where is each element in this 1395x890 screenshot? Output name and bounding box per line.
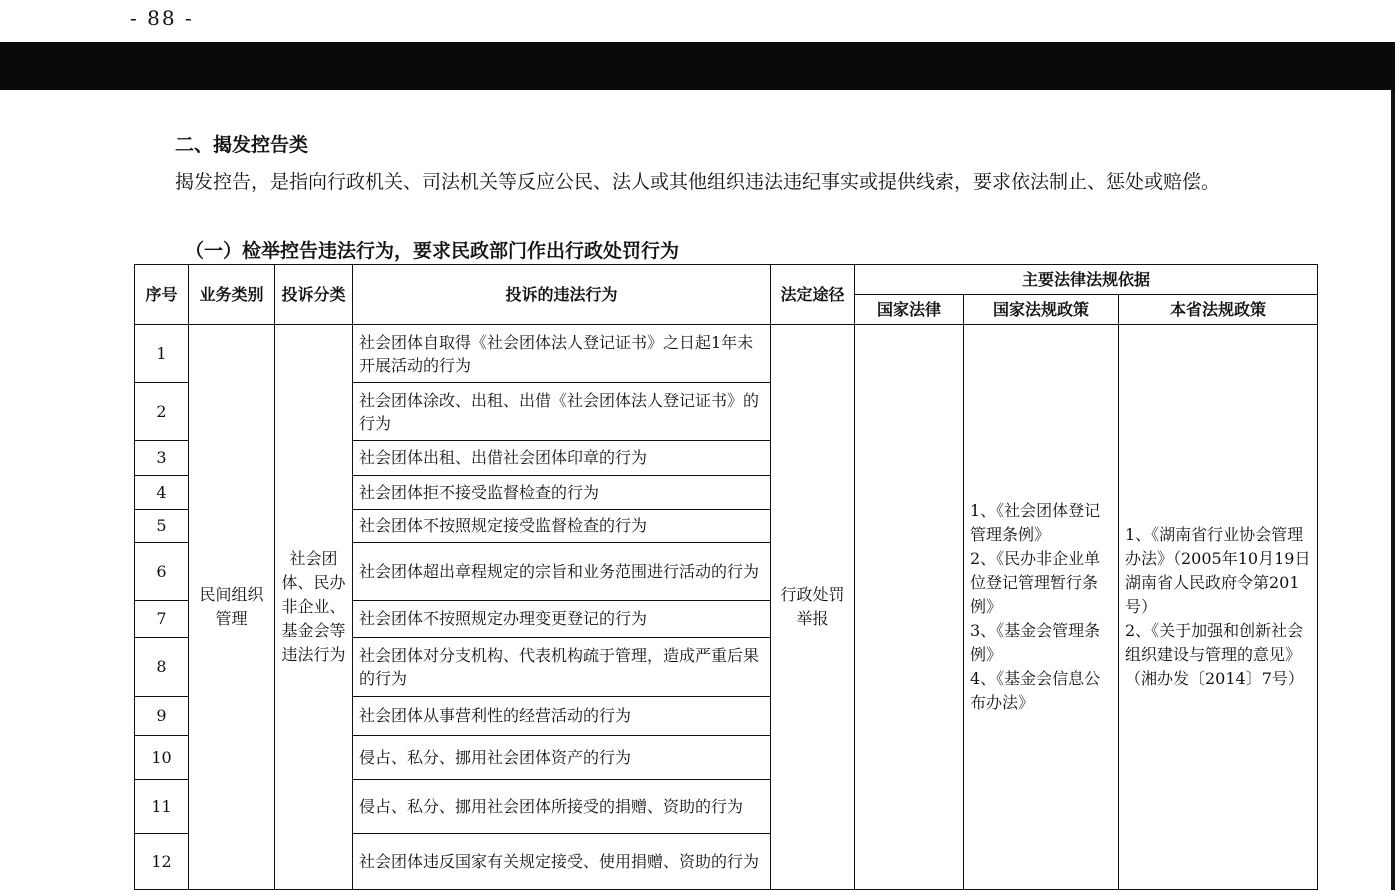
violation-act: 侵占、私分、挪用社会团体资产的行为 [353, 736, 771, 780]
header-route: 法定途径 [771, 265, 855, 325]
row-number: 10 [135, 736, 189, 780]
national-regulations-cell [964, 325, 1119, 890]
violation-act: 社会团体从事营利性的经营活动的行为 [353, 696, 771, 735]
complaint-category-cell: 社会团体、民办非企业、基金会等违法行为 [275, 325, 353, 890]
provincial-regulations-cell [1119, 325, 1318, 890]
route-cell: 行政处罚举报 [771, 325, 855, 890]
violation-act: 社会团体自取得《社会团体法人登记证书》之日起1年未开展活动的行为 [353, 325, 771, 383]
violation-act: 社会团体涂改、出租、出借《社会团体法人登记证书》的行为 [353, 383, 771, 441]
row-number: 2 [135, 383, 189, 441]
regulation-table [134, 264, 1318, 890]
subsection-title: （一）检举控告违法行为，要求民政部门作出行政处罚行为 [185, 240, 680, 262]
scan-right-edge [1391, 90, 1395, 890]
page-number: - 88 - [130, 6, 194, 30]
header-business: 业务类别 [189, 265, 275, 325]
national-regulation-item: 1、《社会团体登记管理条例》 [970, 501, 1101, 544]
violation-act: 社会团体不按照规定接受监督检查的行为 [353, 509, 771, 542]
row-number: 12 [135, 833, 189, 889]
intro-paragraph: 揭发控告，是指向行政机关、司法机关等反应公民、法人或其他组织违法违纪事实或提供线索，要求依法制止、惩处或赔偿。 [175, 171, 1221, 193]
header-national-reg: 国家法规政策 [964, 295, 1119, 325]
header-category: 投诉分类 [275, 265, 353, 325]
violation-act: 社会团体违反国家有关规定接受、使用捐赠、资助的行为 [353, 833, 771, 889]
violation-act: 社会团体超出章程规定的宗旨和业务范围进行活动的行为 [353, 543, 771, 601]
business-type-cell: 民间组织管理 [189, 325, 275, 890]
row-number: 4 [135, 475, 189, 509]
header-act: 投诉的违法行为 [353, 265, 771, 325]
table-row [135, 325, 1318, 383]
row-number: 8 [135, 637, 189, 696]
national-regulation-item: 4、《基金会信息公布办法》 [970, 669, 1101, 712]
national-regulation-item: 2、《民办非企业单位登记管理暂行条例》 [970, 549, 1101, 616]
row-number: 3 [135, 441, 189, 475]
scan-border-band [0, 42, 1395, 90]
header-national-law: 国家法律 [855, 295, 964, 325]
national-regulation-item: 3、《基金会管理条例》 [970, 621, 1101, 664]
row-number: 6 [135, 543, 189, 601]
header-basis-group: 主要法律法规依据 [855, 265, 1318, 295]
header-provincial: 本省法规政策 [1119, 295, 1318, 325]
provincial-regulation-item: 1、《湖南省行业协会管理办法》（2005年10月19日湖南省人民政府令第201号） [1125, 525, 1311, 616]
row-number: 7 [135, 601, 189, 637]
row-number: 1 [135, 325, 189, 383]
row-number: 5 [135, 509, 189, 542]
row-number: 11 [135, 779, 189, 833]
violation-act: 社会团体拒不接受监督检查的行为 [353, 475, 771, 509]
violation-act: 社会团体不按照规定办理变更登记的行为 [353, 601, 771, 637]
violation-act: 社会团体对分支机构、代表机构疏于管理，造成严重后果的行为 [353, 637, 771, 696]
national-law-cell [855, 325, 964, 890]
violation-act: 社会团体出租、出借社会团体印章的行为 [353, 441, 771, 475]
violation-act: 侵占、私分、挪用社会团体所接受的捐赠、资助的行为 [353, 779, 771, 833]
header-seq: 序号 [135, 265, 189, 325]
provincial-regulation-item: 2、《关于加强和创新社会组织建设与管理的意见》（湘办发〔2014〕7号） [1125, 621, 1304, 688]
section-title: 二、揭发控告类 [175, 134, 309, 156]
row-number: 9 [135, 696, 189, 735]
